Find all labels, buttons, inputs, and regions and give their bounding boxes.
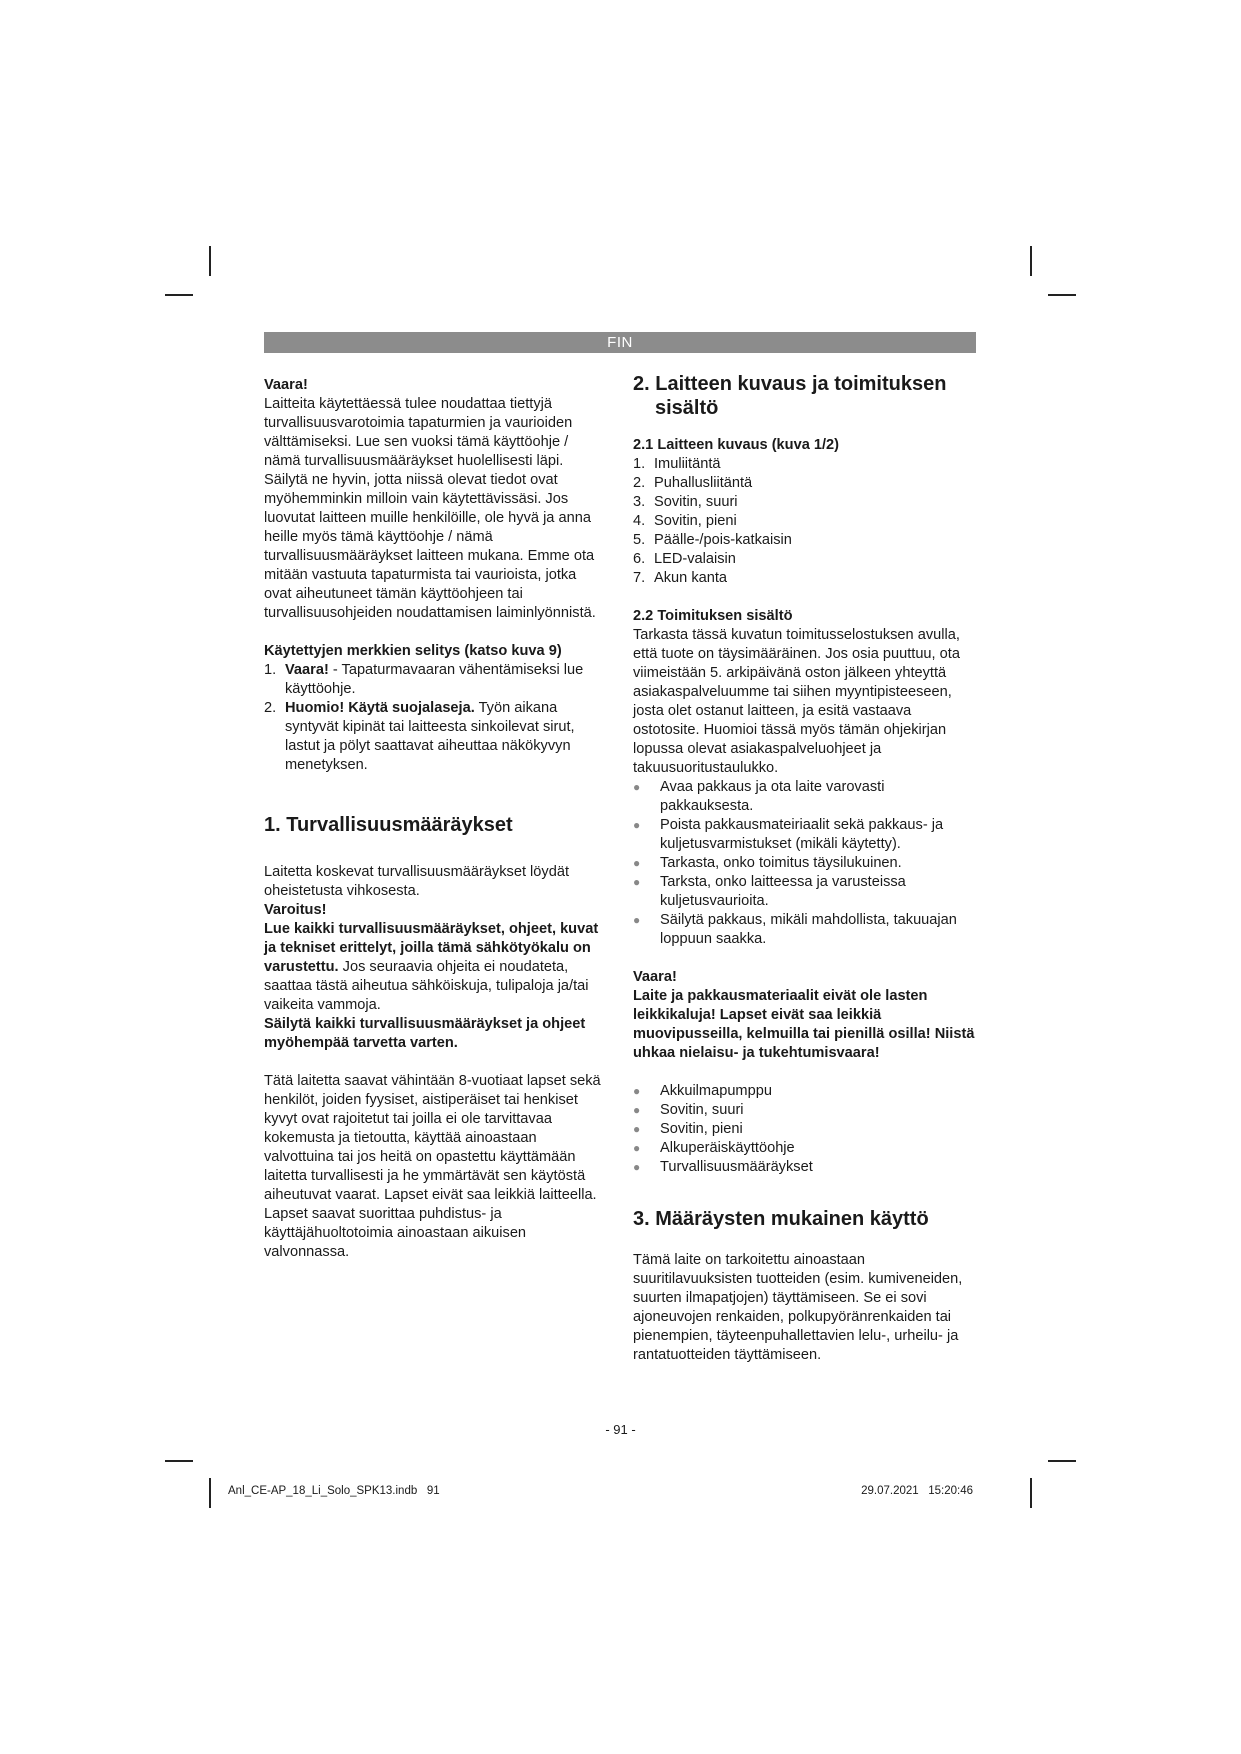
- section-2-1-heading: 2.1 Laitteen kuvaus (kuva 1/2): [633, 437, 840, 453]
- list-item: 1. Vaara! - Tapaturmavaaran vähentämiseksi lue käyttöohje.: [264, 662, 584, 697]
- bullet-icon: ●: [633, 1122, 641, 1136]
- caution-title: Varoitus!: [264, 902, 327, 918]
- left-column: [264, 376, 604, 1262]
- print-timestamp-slug: 29.07.2021 15:20:46: [861, 1485, 973, 1497]
- bullet-icon: ●: [633, 856, 641, 870]
- crop-mark: [209, 1478, 211, 1508]
- list-item: 4. Sovitin, pieni: [633, 513, 737, 529]
- caution-paragraph: Lue kaikki turvallisuusmääräykset, ohjeet, kuvat ja tekniset erittelyt, joilla tämä sähkötyökalu on varustettu. Jos seuraavia ohjeita ei noudateta, saattaa tästä aiheutua sähköiskuja, tulipaloja ja/tai vaikeita vammoja.: [264, 921, 599, 1013]
- crop-mark: [1048, 294, 1076, 296]
- package-contents-list: [633, 1082, 979, 1177]
- list-item: 6. LED-valaisin: [633, 551, 736, 567]
- page-number: - 91 -: [605, 1422, 636, 1437]
- crop-mark: [1048, 1460, 1076, 1462]
- list-item: ● Säilytä pakkaus, mikäli mahdollista, takuuajan loppuun saakka.: [633, 912, 957, 947]
- section-1-heading: 1. Turvallisuusmääräykset: [264, 814, 513, 836]
- list-item: ● Tarkasta, onko toimitus täysilukuinen.: [633, 855, 902, 871]
- section-2-2-heading: 2.2 Toimituksen sisältö: [633, 608, 793, 624]
- list-item: ● Sovitin, suuri: [633, 1102, 744, 1118]
- unpacking-list: [633, 778, 979, 949]
- list-item: 3. Sovitin, suuri: [633, 494, 738, 510]
- bullet-icon: ●: [633, 1084, 641, 1098]
- warning-text: Laitteita käytettäessä tulee noudattaa tiettyjä turvallisuusvarotoimia tapaturmien ja vaurioiden välttämiseksi. Lue sen vuoksi tämä käyttöohje / nämä turvallisuusmääräykset huolellisesti läpi. Säilytä ne hyvin, jotta niissä olevat tiedot ovat myöhemminkin milloin vain käytettävissäsi. Jos luovutat laitteen muille henkilöille, ole hyvä ja anna heille myös tämä käyttöohje / nämä turvallisuusmääräykset laitteen mukana. Emme ota mitään vastuuta tapaturmista tai vaurioista, jotka ovat aiheutuneet tämän käyttöohjeen tai turvallisuusohjeiden noudattamisen laiminlyönnistä.: [264, 396, 596, 621]
- delivery-paragraph: Tarkasta tässä kuvatun toimitusselostuksen avulla, että tuote on täysimääräinen. Jos osia puuttuu, ota viimeistään 5. arkipäivänä oston jälkeen yhteyttä asiakaspalveluumme tai siihen myyntipisteeseen, josta olet ostanut laitteen, ja esitä vastaava ostotosite. Huomioi tässä myös tämän ohjekirjan lopussa olevat asiakaspalveluohjeet ja takuusuoritustaulukko.: [633, 627, 960, 776]
- list-item: 1. Imuliitäntä: [633, 456, 721, 472]
- right-column: [633, 372, 979, 1365]
- language-header-bar: FIN: [264, 332, 976, 353]
- warning-2-text: Laite ja pakkausmateriaalit eivät ole lasten leikkikaluja! Lapset eivät saa leikkiä muovipusseilla, kelmuilla tai pienillä osilla! Niistä uhkaa nielaisu- ja tukehtumisvaara!: [633, 988, 975, 1061]
- device-parts-list: [633, 455, 979, 588]
- bullet-icon: ●: [633, 1160, 641, 1174]
- symbols-title: Käytettyjen merkkien selitys (katso kuva 9): [264, 643, 562, 659]
- bullet-icon: ●: [633, 1103, 641, 1117]
- bullet-icon: ●: [633, 780, 641, 794]
- bullet-icon: ●: [633, 1141, 641, 1155]
- section-1-paragraph: Laitetta koskevat turvallisuusmääräykset löydät oheistetusta vihkosesta.: [264, 864, 569, 899]
- warning-2-title: Vaara!: [633, 969, 677, 985]
- bullet-icon: ●: [633, 818, 641, 832]
- list-item: 5. Päälle-/pois-katkaisin: [633, 532, 792, 548]
- list-item: ● Avaa pakkaus ja ota laite varovasti pakkauksesta.: [633, 779, 885, 814]
- keep-instructions-note: Säilytä kaikki turvallisuusmääräykset ja ohjeet myöhempää tarvetta varten.: [264, 1016, 586, 1051]
- intended-use-paragraph: Tämä laite on tarkoitettu ainoastaan suuritilavuuksisten tuotteiden (esim. kumiveneiden, suurten ilmapatjojen) täyttämiseen. Se ei sovi ajoneuvojen renkaiden, polkupyöränrenkaiden tai pienempien, täyteenpuhallettavien lelu-, urheilu- ja rantatuotteiden täyttämiseen.: [633, 1252, 963, 1363]
- list-item: 7. Akun kanta: [633, 570, 728, 586]
- crop-mark: [1030, 246, 1032, 276]
- list-item: 2. Huomio! Käytä suojalaseja. Työn aikana syntyvät kipinät tai laitteesta sinkoilevat sirut, lastut ja pölyt saattavat aiheuttaa näkökyvyn menetyksen.: [264, 700, 575, 773]
- list-item: ● Akkuilmapumppu: [633, 1083, 772, 1099]
- children-paragraph: Tätä laitetta saavat vähintään 8-vuotiaat lapset sekä henkilöt, joiden fyysiset, aistiperäiset tai henkiset kyvyt ovat rajoitetut tai joilla ei ole tarvittavaa kokemusta ja tietoutta, käyttää ainoastaan valvottuina tai jos heitä on opastettu käyttämään laitetta turvallisesti ja he ymmärtävät sen käytöstä aiheutuvat vaarat. Lapset eivät saa leikkiä laitteella. Lapset saavat suorittaa puhdistus- ja käyttäjähuoltotoimia ainoastaan aikuisen valvonnassa.: [264, 1073, 601, 1260]
- crop-mark: [165, 1460, 193, 1462]
- crop-mark: [209, 246, 211, 276]
- warning-title: Vaara!: [264, 377, 308, 393]
- list-item: ● Sovitin, pieni: [633, 1121, 743, 1137]
- section-2-heading: 2. Laitteen kuvaus ja toimituksen: [633, 373, 947, 395]
- bullet-icon: ●: [633, 875, 641, 889]
- list-item: 2. Puhallusliitäntä: [633, 475, 753, 491]
- crop-mark: [165, 294, 193, 296]
- symbols-list: [264, 661, 604, 775]
- crop-mark: [1030, 1478, 1032, 1508]
- section-2-heading-line2: sisältö: [655, 397, 719, 419]
- print-file-slug: Anl_CE-AP_18_Li_Solo_SPK13.indb 91: [228, 1485, 440, 1497]
- bullet-icon: ●: [633, 913, 641, 927]
- list-item: ● Tarksta, onko laitteessa ja varusteissa kuljetusvaurioita.: [633, 874, 906, 909]
- section-3-heading: 3. Määräysten mukainen käyttö: [633, 1208, 929, 1230]
- list-item: ● Poista pakkausmateiriaalit sekä pakkaus- ja kuljetusvarmistukset (mikäli käytetty).: [633, 817, 944, 852]
- list-item: ● Turvallisuusmääräykset: [633, 1159, 813, 1175]
- list-item: ● Alkuperäiskäyttöohje: [633, 1140, 795, 1156]
